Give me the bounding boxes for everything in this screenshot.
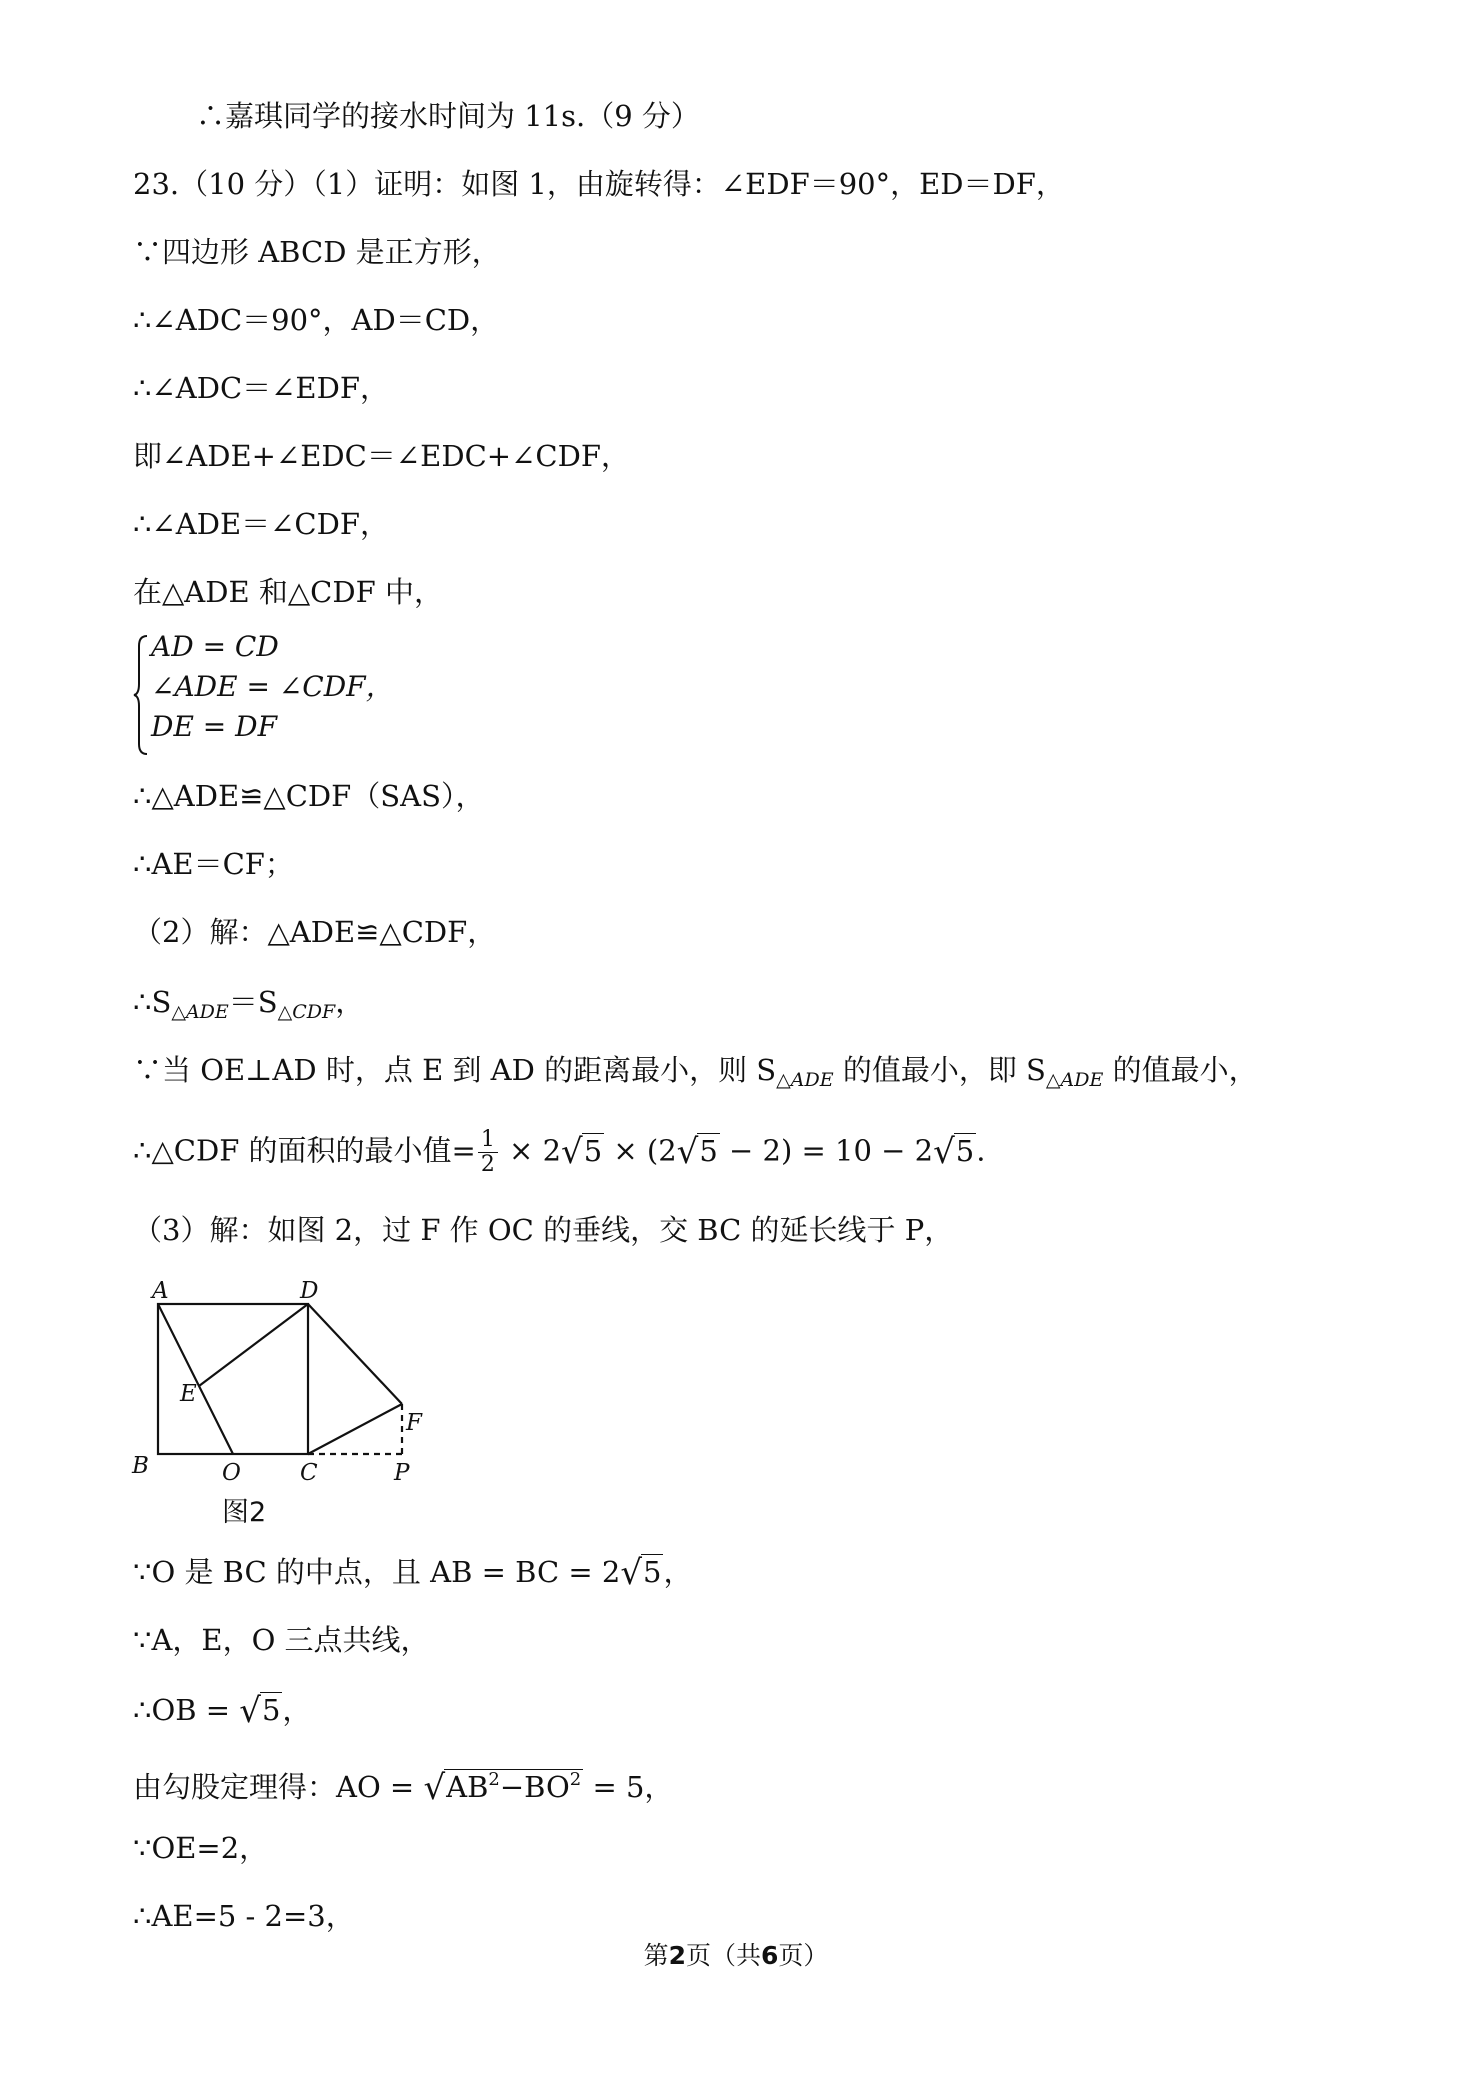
sqrt: $√AB^2-BO^2$	[423, 1768, 582, 1808]
footer-prefix: 第	[643, 1941, 669, 1970]
text-frag: = 5，	[583, 1770, 674, 1804]
radicand	[444, 1769, 583, 1804]
system-row-1: AD = CD	[151, 630, 279, 663]
sqrt: √5	[933, 1131, 975, 1172]
footer-suffix: 页）	[778, 1941, 829, 1970]
text-frag: − 2) = 10 − 2	[719, 1133, 934, 1168]
fraction	[478, 1128, 498, 1177]
text-frag: ∴△CDF 的面积的最小值=	[133, 1133, 476, 1168]
text-line-11: （2）解：△ADE≌△CDF，	[133, 915, 497, 949]
sqrt: √5	[561, 1131, 603, 1172]
text-line-15: （3）解：如图 2，过 F 作 OC 的垂线，交 BC 的延长线于 P，	[133, 1213, 954, 1247]
text-line-8: 在△ADE 和△CDF 中，	[133, 575, 443, 609]
text-frag: ∵当 OE⊥AD 时，点 E 到 AD 的距离最小，则 S	[133, 1053, 777, 1087]
subscript: △ADE	[1045, 1069, 1104, 1091]
text-line-14	[133, 1128, 985, 1177]
radicand: 5	[261, 1693, 281, 1727]
text-line-2: 23.（10 分）（1）证明：如图 1，由旋转得：∠EDF＝90°，ED＝DF，	[133, 167, 1065, 201]
text-frag: ，	[335, 985, 365, 1019]
subscript: △ADE	[776, 1069, 834, 1091]
system-row-2: ∠ADE = ∠CDF，	[151, 670, 394, 703]
text-line-6: 即∠ADE+∠EDC＝∠EDC+∠CDF，	[133, 439, 630, 473]
text-frag: 的值最小，	[1103, 1053, 1258, 1087]
page-footer	[0, 1936, 1472, 1972]
text-line-4: ∴∠ADC＝90°，AD＝CD，	[133, 303, 500, 337]
text-line-5: ∴∠ADC＝∠EDF，	[133, 371, 389, 405]
segment-df	[308, 1304, 402, 1404]
text-frag: ＝S	[228, 985, 278, 1019]
segment-ao	[158, 1304, 233, 1454]
footer-page-number: 2	[668, 1941, 686, 1970]
segment-ed	[199, 1304, 308, 1386]
radicand: 5	[643, 1555, 662, 1589]
footer-total-pages: 6	[761, 1941, 779, 1970]
text-frag: AB	[446, 1770, 489, 1804]
label-f: F	[406, 1410, 422, 1436]
text-frag: × 2	[499, 1133, 562, 1168]
sqrt: √5	[676, 1131, 718, 1172]
label-a: A	[152, 1278, 169, 1304]
text-line-12	[133, 982, 364, 1032]
radicand: 5	[699, 1133, 718, 1168]
text-line-21: ∴AE=5 - 2=3，	[133, 1899, 355, 1933]
figure-caption: 图2	[222, 1497, 267, 1528]
text-line-17: ∵A，E，O 三点共线，	[133, 1623, 430, 1657]
geometry-figure-2	[130, 1268, 450, 1500]
label-p: P	[394, 1460, 410, 1486]
superscript: 2	[569, 1769, 582, 1790]
segment-cf	[308, 1404, 402, 1454]
text-frag: −BO	[499, 1770, 570, 1804]
text-frag: 由勾股定理得：AO =	[133, 1770, 424, 1804]
text-line-9: ∴△ADE≌△CDF（SAS），	[133, 779, 485, 813]
text-line-20: ∵OE=2，	[133, 1831, 269, 1865]
text-frag: 的值最小，即 S	[833, 1053, 1046, 1087]
label-b: B	[132, 1453, 149, 1479]
radicand: 5	[955, 1133, 975, 1168]
label-d: D	[300, 1278, 319, 1304]
text-frag: ∴OB =	[133, 1693, 240, 1727]
sqrt: √5	[239, 1691, 281, 1731]
text-frag: .	[976, 1133, 986, 1168]
radicand: 5	[583, 1133, 603, 1168]
sqrt: √5	[620, 1553, 662, 1593]
left-brace-icon	[133, 634, 149, 756]
square-abcd	[158, 1304, 308, 1454]
text-line-19	[133, 1760, 673, 1808]
fraction-denominator: 2	[480, 1152, 495, 1177]
subscript: △ADE	[171, 1001, 229, 1023]
footer-mid: 页（共	[685, 1941, 761, 1970]
subscript: △CDF	[277, 1001, 336, 1023]
superscript: 2	[488, 1769, 500, 1790]
text-frag: ，	[282, 1693, 312, 1727]
text-line-16	[133, 1552, 693, 1593]
text-line-3: ∵四边形 ABCD 是正方形，	[133, 235, 501, 269]
text-frag: ∴S	[133, 985, 172, 1019]
text-line-1: ∴嘉琪同学的接水时间为 11s.（9 分）	[196, 99, 700, 133]
text-line-10: ∴AE＝CF；	[133, 847, 294, 881]
label-e: E	[180, 1381, 197, 1407]
text-frag: × (2	[604, 1133, 677, 1168]
text-frag: ∵O 是 BC 的中点，且 AB = BC = 2	[133, 1555, 621, 1589]
label-o: O	[222, 1460, 241, 1486]
text-frag: ，	[663, 1555, 693, 1589]
system-row-3: DE = DF	[151, 710, 278, 743]
label-c: C	[300, 1460, 318, 1486]
text-line-7: ∴∠ADE＝∠CDF，	[133, 507, 389, 541]
text-line-13	[133, 1050, 1258, 1100]
fraction-numerator: 1	[478, 1128, 498, 1153]
text-line-18	[133, 1690, 311, 1731]
